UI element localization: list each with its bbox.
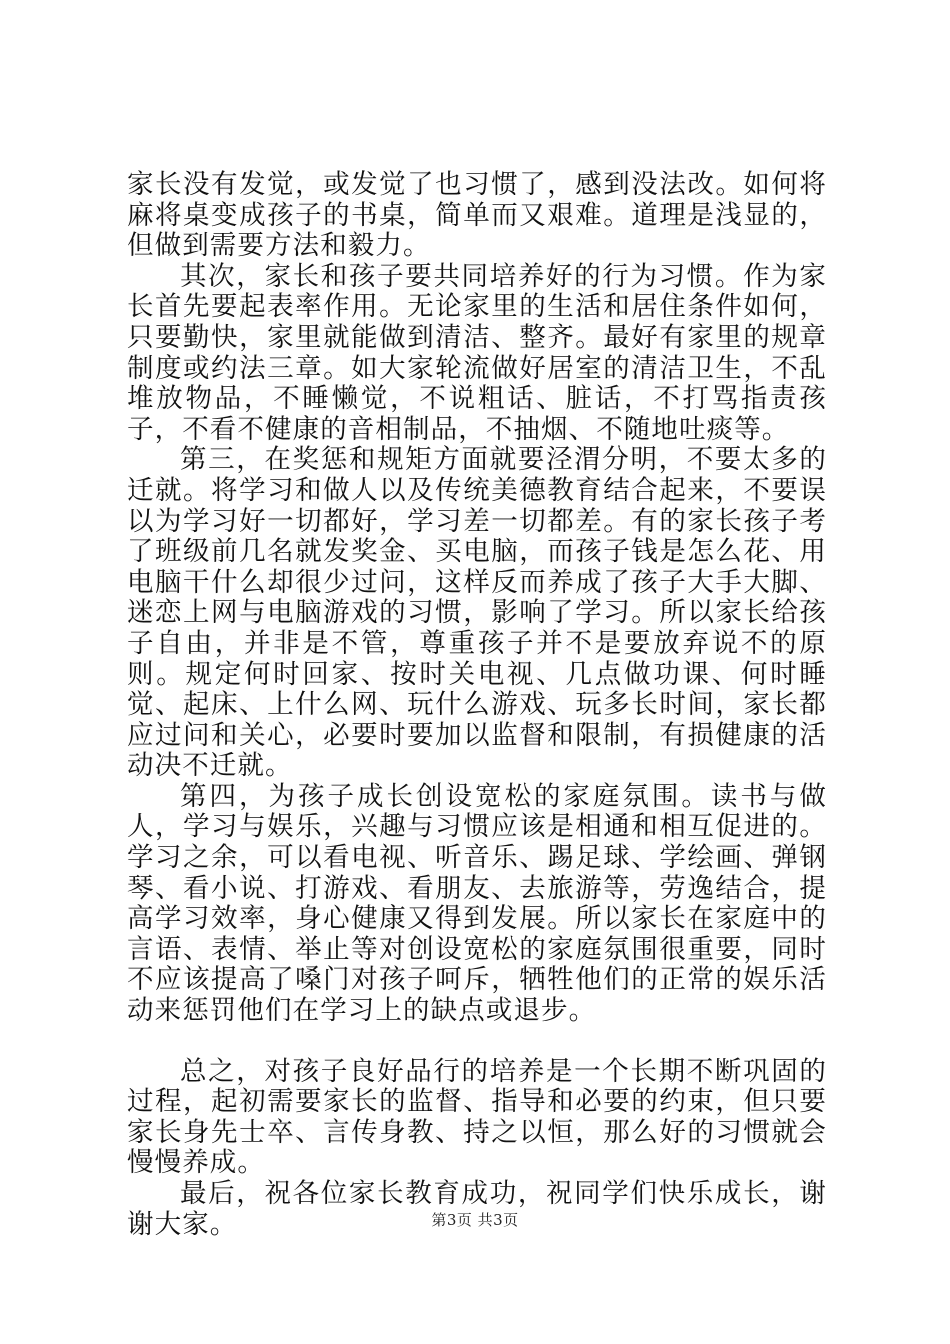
paragraph-fourth-point: 第四，为孩子成长创设宽松的家庭氛围。读书与做人，学习与娱乐，兴趣与习惯应该是相通和相互促进的。学习之余，可以看电视、听音乐、踢足球、学绘画、弹钢琴、看小说、打游戏、看朋友、去旅游等，劳逸结合，提高学习效率，身心健康又得到发展。所以家长在家庭中的言语、表情、举止等对创设宽松的家庭氛围很重要，同时不应该提高了嗓门对孩子呵斥，牺牲他们的正常的娱乐活动来惩罚他们在学习上的缺点或退步。 (127, 780, 827, 1027)
paragraph-gap (127, 1027, 827, 1057)
paragraph-closing: 最后，祝各位家长教育成功，祝同学们快乐成长，谢谢大家。 (127, 1178, 827, 1240)
page-number-footer: 第3页 共3页 (431, 1211, 519, 1229)
body-text (127, 170, 827, 1240)
paragraph-third-point: 第三，在奖惩和规矩方面就要泾渭分明，不要太多的迁就。将学习和做人以及传统美德教育结合起来，不要误以为学习好一切都好，学习差一切都差。有的家长孩子考了班级前几名就发奖金、买电脑，而孩子钱是怎么花、用电脑干什么却很少过问，这样反而养成了孩子大手大脚、迷恋上网与电脑游戏的习惯，影响了学习。所以家长给孩子自由，并非是不管，尊重孩子并不是要放弃说不的原则。规定何时回家、按时关电视、几点做功课、何时睡觉、起床、上什么网、玩什么游戏、玩多长时间，家长都应过问和关心，必要时要加以监督和限制，有损健康的活动决不迁就。 (127, 444, 827, 782)
paragraph-continuation: 家长没有发觉，或发觉了也习惯了，感到没法改。如何将麻将桌变成孩子的书桌，简单而又艰难。道理是浅显的，但做到需要方法和毅力。 (127, 169, 827, 262)
paragraph-conclusion: 总之，对孩子良好品行的培养是一个长期不断巩固的过程，起初需要家长的监督、指导和必要的约束，但只要家长身先士卒、言传身教、持之以恒，那么好的习惯就会慢慢养成。 (127, 1055, 827, 1179)
paragraph-second-point: 其次，家长和孩子要共同培养好的行为习惯。作为家长首先要起表率作用。无论家里的生活和居住条件如何，只要勤快，家里就能做到清洁、整齐。最好有家里的规章制度或约法三章。如大家轮流做好居室的清洁卫生，不乱堆放物品，不睡懒觉，不说粗话、脏话，不打骂指责孩子，不看不健康的音相制品，不抽烟、不随地吐痰等。 (127, 260, 827, 445)
